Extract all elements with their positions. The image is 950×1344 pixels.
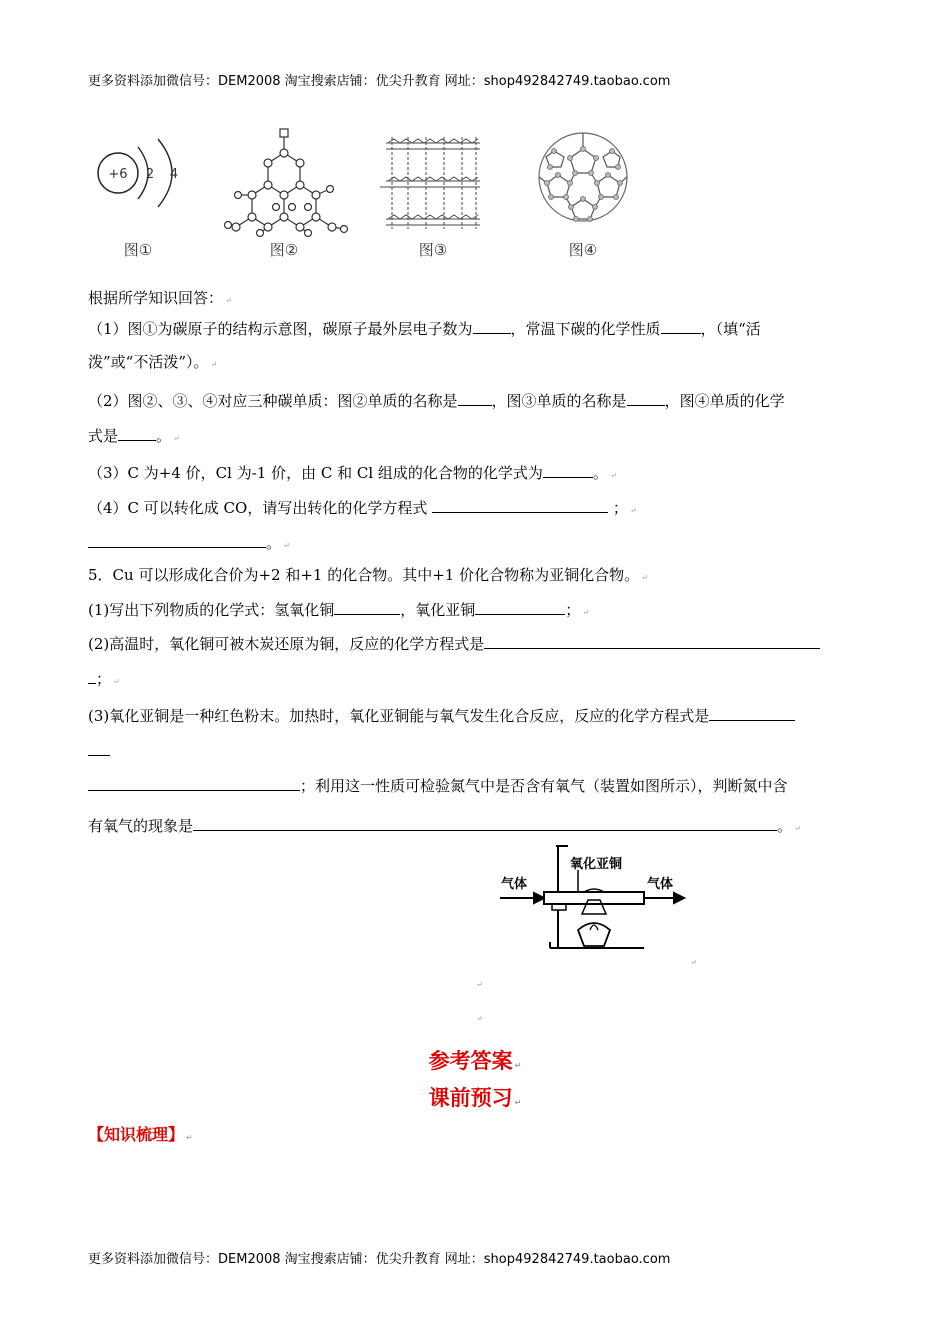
- q5-part3-line1: (3)氧化亚铜是一种红色粉末。加热时，氧化亚铜能与氧气发生化合反应，反应的化学方程式是: [88, 705, 795, 726]
- answer-blank: [432, 497, 608, 513]
- q4-part2-line1: （2）图②、③、④对应三种碳单质：图②单质的名称是 ，图③单质的名称是 ，图④单质的化学: [88, 392, 785, 410]
- answer-blank: [88, 532, 266, 548]
- figure-1-atom-diagram: [98, 139, 178, 259]
- q5-part3-line3: ；利用这一性质可检验氮气中是否含有氧气（装置如图所示），判断氮中含: [88, 775, 788, 796]
- apparatus-label-gas-in: 气体: [500, 877, 528, 892]
- figure-4-c60: [539, 133, 627, 259]
- q5-part3-line4: 有氧气的现象是 。 ↵: [88, 817, 801, 835]
- answers-subtitle: 课前预习 ↵: [428, 1086, 522, 1110]
- q4-part1-line1: （1）图①为碳原子的结构示意图，碳原子最外层电子数为 ，常温下碳的化学性质 ，（填“活: [88, 320, 761, 338]
- answer-blank: [88, 740, 110, 756]
- q4-part2-line2: 式是 。 ↵: [88, 427, 180, 445]
- page-footer: 更多资料添加微信号：DEM2008 淘宝搜索店铺：优尖升教育 网址：shop492842749.taobao.com: [88, 1252, 671, 1267]
- knowledge-section-heading: 【知识梳理】 ↵: [88, 1125, 193, 1144]
- apparatus-figure: [494, 838, 694, 963]
- apparatus-label-cuprous-oxide: 氧化亚铜: [569, 857, 623, 872]
- atom-shell2-label: 4: [169, 167, 179, 182]
- answer-blank: [88, 668, 96, 684]
- answers-title: 参考答案 ↵: [428, 1049, 522, 1073]
- answer-blank: [458, 390, 492, 406]
- q5-title: 5．Cu 可以形成化合价为+2 和+1 的化合物。其中+1 价化合物称为亚铜化合物。 ↵: [88, 566, 648, 584]
- atom-nucleus-label: +6: [108, 167, 128, 182]
- figure-2-label: 图②: [269, 241, 299, 259]
- q5-part1: (1)写出下列物质的化学式：氢氧化铜 ，氧化亚铜 ； ↵: [88, 601, 589, 619]
- q5-part3-line2: [88, 740, 110, 761]
- q4-part4-line2: 。 ↵: [88, 532, 290, 556]
- figure-1-label: 图①: [123, 241, 153, 259]
- answer-blank: [709, 705, 795, 721]
- answer-blank: [475, 599, 565, 615]
- answer-blank: [543, 462, 593, 478]
- answer-blank: [661, 318, 701, 334]
- q4-part1-line2: 泼”或“不活泼”）。 ↵: [88, 353, 218, 371]
- answer-blank: [193, 815, 777, 831]
- answer-blank: [627, 390, 665, 406]
- apparatus-para-mark: ↵: [690, 958, 697, 967]
- answer-blank: [473, 318, 511, 334]
- figure-3-graphite: [380, 137, 480, 259]
- answer-blank: [334, 599, 400, 615]
- q4-intro: 根据所学知识回答： ↵: [88, 289, 232, 307]
- figure-2-diamond: [225, 129, 348, 259]
- carbon-figures: [88, 125, 678, 275]
- answer-blank: [118, 425, 156, 441]
- q4-part3: （3）C 为+4 价，Cl 为-1 价，由 C 和 Cl 组成的化合物的化学式为 。 ↵: [88, 464, 617, 482]
- q5-part2-line1: (2)高温时，氧化铜可被木炭还原为铜，反应的化学方程式是: [88, 633, 820, 654]
- answer-blank: [88, 775, 300, 791]
- figure-4-label: 图④: [568, 241, 598, 259]
- atom-shell1-label: 2: [145, 167, 155, 182]
- empty-line-mark-2: ↵: [476, 1014, 483, 1023]
- apparatus-label-gas-out: 气体: [646, 877, 674, 892]
- q5-part2-line2: ； ↵: [88, 668, 120, 692]
- page-header: 更多资料添加微信号：DEM2008 淘宝搜索店铺：优尖升教育 网址：shop492842749.taobao.com: [88, 74, 671, 89]
- figure-3-label: 图③: [418, 241, 448, 259]
- q4-part4-line1: （4）C 可以转化成 CO，请写出转化的化学方程式 ； ↵: [88, 499, 637, 517]
- empty-line-mark-1: ↵: [476, 980, 483, 989]
- answer-blank: [484, 633, 820, 649]
